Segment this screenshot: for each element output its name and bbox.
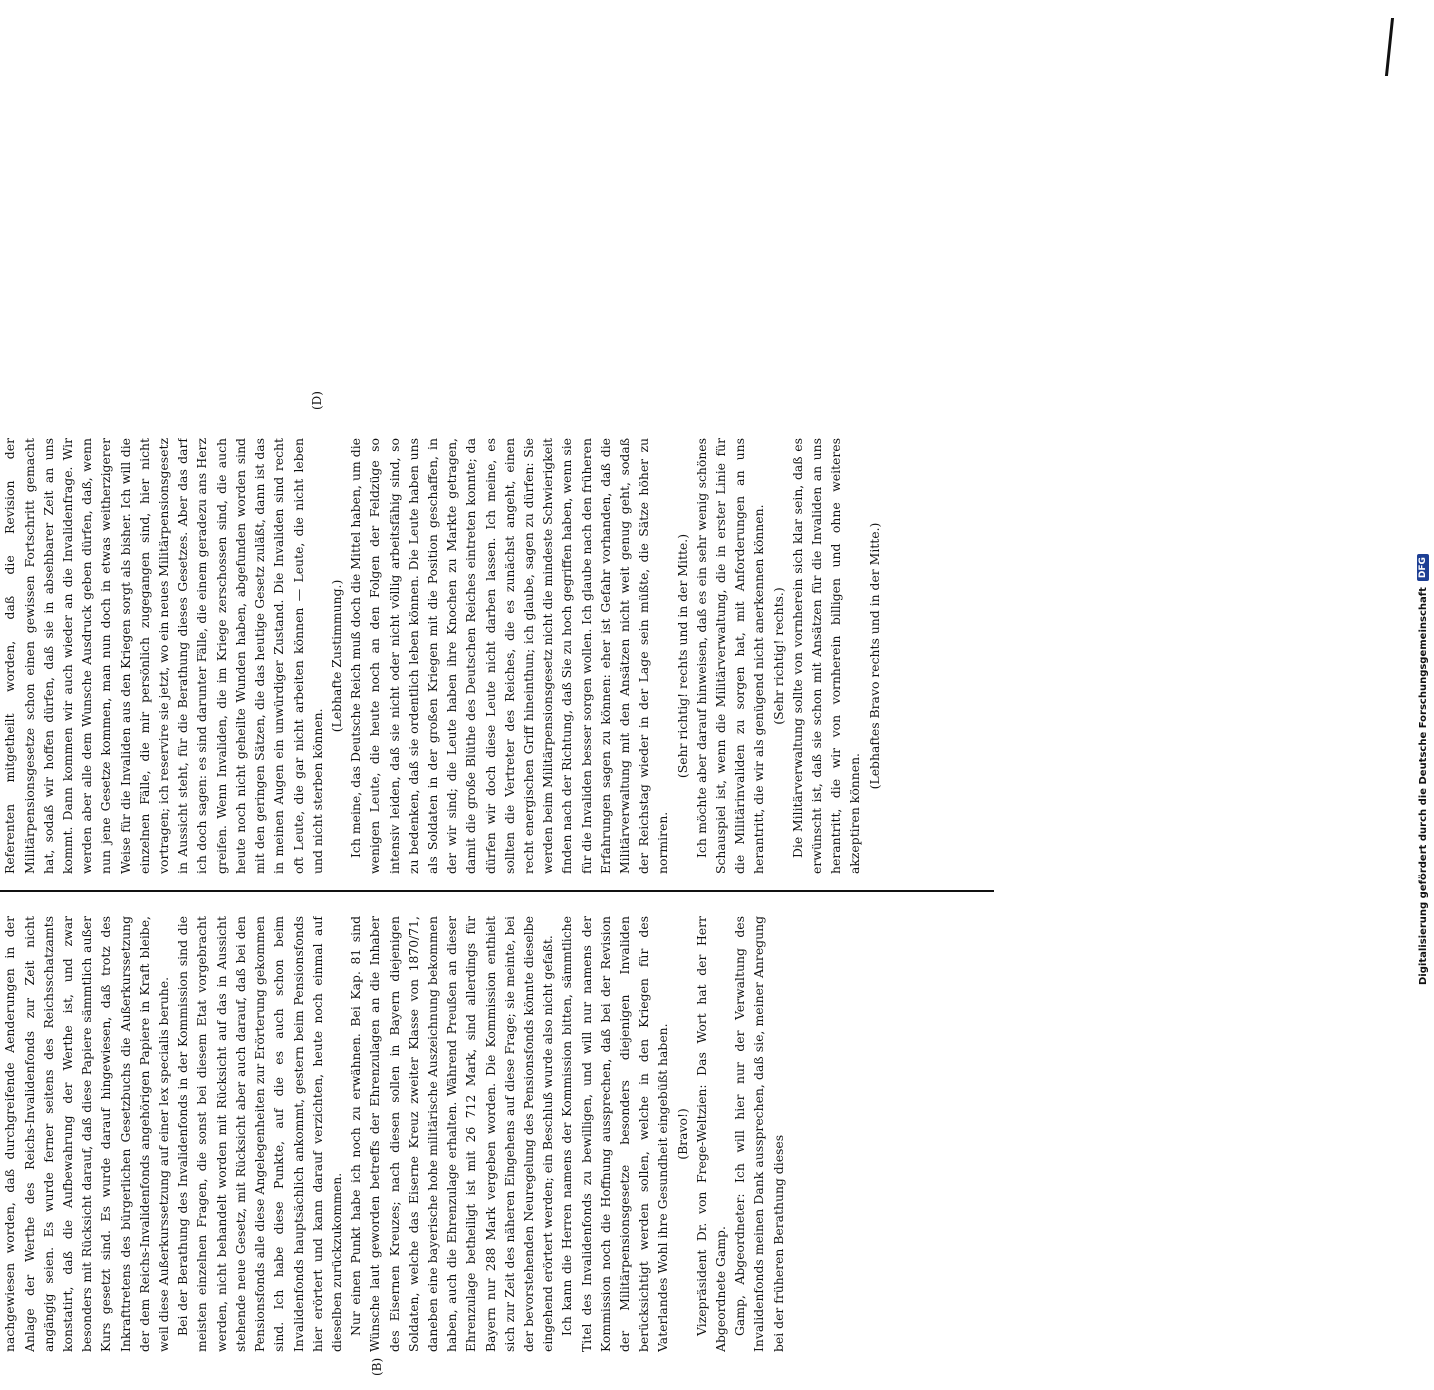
- rotated-page: [0, 390, 1000, 1390]
- paragraph: Gamp, Abgeordneter: Ich will hier nur der Verwaltung des Invalidenfonds meinen Dank aussprechen, daß sie, meiner Anregung bei der früheren Berathung dieses: [732, 916, 786, 1352]
- speaker-intro: Vizepräsident Dr. von Frege-Weltzien: Das Wort hat der Herr Abgeordnete Gamp.: [693, 916, 728, 1352]
- dfg-logo: DFG: [1417, 554, 1429, 581]
- paragraph: Nur einen Punkt habe ich noch zu erwähnen. Bei Kap. 81 sind Wünsche laut geworden betreffs der Ehrenzulagen an die Inhaber des Eisernen Kreuzes; nach diesen sollen in Bayern diejenigen Soldaten, welche das Eiserne Kreuz zweiter Klasse von 1870/71, daneben eine bayerische hohe militärische Auszeichnung bekommen haben, auch die Ehrenzulage erhalten. Während Preußen an dieser Ehrenzulage betheiligt ist mit 26 712 Mark, sind allerdings für Bayern nur 288 Mark vergeben worden. Die Kommission enthielt sich zur Zeit des näheren Eingehens auf diese Frage; sie meinte, bei der bevorstehenden Neuregelung des Pensionsfonds könnte dieselbe eingehend erörtert werden; ein Beschluß wurde also nicht gefaßt.: [348, 916, 556, 1352]
- right-column: [0, 438, 990, 874]
- applause-note: (Sehr richtig! rechts.): [770, 587, 786, 725]
- applause-note: (Lebhaftes Bravo rechts und in der Mitte.): [866, 522, 882, 790]
- margin-marker-d: (D): [310, 391, 324, 410]
- column-divider: [0, 890, 994, 892]
- applause-note: (Sehr richtig! rechts und in der Mitte.): [674, 533, 690, 779]
- credit-text: Digitalisierung gefördert durch die Deutsche Forschungsgemeinschaft: [1417, 587, 1429, 985]
- applause-note: (Bravo!): [674, 1108, 690, 1160]
- left-column: [0, 916, 990, 1352]
- paragraph: Ich möchte aber darauf hinweisen, daß es ein sehr wenig schönes Schauspiel ist, wenn die Militärverwaltung, die in erster Linie für die Militärinvaliden zu sorgen hat, mit Anforderungen an uns herantritt, die wir als genügend nicht anerkennen können.: [693, 438, 767, 874]
- paragraph: Bei der Berathung des Invalidenfonds in der Kommission sind die meisten einzelnen Fragen, die sonst bei diesem Etat vorgebracht werden, nicht behandelt worden mit Rücksicht auf das in Aussicht stehende neue Gesetz, mit Rücksicht aber auch darauf, daß bei den Pensionsfonds alle diese Angelegenheiten zur Erörterung gekommen sind. Ich habe diese Punkte, auf die es auch schon beim Invalidenfonds hauptsächlich ankommt, gestern beim Pensionsfonds hier erörtert und kann darauf verzichten, heute noch einmal auf dieselben zurückzukommen.: [175, 916, 344, 1352]
- paragraph: Ich meine, das Deutsche Reich muß doch die Mittel haben, um die wenigen Leute, die heute noch an den Folgen der Feldzüge so intensiv leiden, daß sie nicht oder nicht völlig arbeitsfähig sind, so zu bedenken, daß sie ordentlich leben können. Die Leute haben uns als Soldaten in der großen Kriegen mit die Position geschaffen, in der wir sind; die Leute haben ihre Knochen zu Markte getragen, damit die große Blüthe des Deutschen Reiches eintreten konnte; da dürfen wir doch diese Leute nicht darben lassen. Ich meine, es sollten die Vertreter des Reiches, die es zunächst angeht, einen recht energischen Griff hineinthun; ich glaube, sagen zu dürfen: Sie werden beim Militärpensionsgesetz nicht die mindeste Schwierigkeit finden nach der Richtung, daß Sie zu hoch gegriffen haben, wenn sie für die Invaliden besser sorgen wollen. Ich glaube nach den früheren Erfahrungen sagen zu können: eher ist Gefahr vorhanden, daß die Militärverwaltung mit den Ansätzen nicht weit genug geht, sodaß der Reichstag wieder in der Lage sein müßte, die Sätze höher zu normiren.: [348, 438, 671, 874]
- paragraph: nachgewiesen worden, daß durchgreifende Aenderungen in der Anlage der Werthe des Reichs-Invalidenfonds zur Zeit nicht angängig seien. Es wurde ferner seitens des Reichsschatzamts konstatirt, daß die Aufbewahrung der Werthe ist, und zwar besonders mit Rücksicht darauf, daß diese Papiere sämmtlich außer Kurs gesetzt sind. Es wurde darauf hingewiesen, daß trotz des Inkrafttretens des bürgerlichen Gesetzbuchs die Außerkurssetzung der dem Reichs-Invalidenfonds angehörigen Papiere in Kraft bleibe, weil diese Außerkurssetzung auf einer lex specialis beruhe.: [2, 916, 172, 1352]
- paragraph: Die Militärverwaltung sollte von vornherein sich klar sein, daß es erwünscht ist, daß sie schon mit Ansätzen für die Invaliden an uns herantritt, die wir von vornherein billigen und ohne weiteres akzeptiren können.: [789, 438, 863, 874]
- applause-note: (Lebhafte Zustimmung.): [328, 579, 344, 733]
- margin-marker-b: (B): [370, 1357, 384, 1376]
- digitization-credit: [1416, 5, 1430, 985]
- paragraph: Referenten mitgetheilt worden, daß die Revision der Militärpensionsgesetze schon einen gewissen Fortschritt gemacht hat, sodaß wir hoffen dürfen, daß sie in absehbarer Zeit an uns kommt. Dann kommen wir auch wieder an die Invalidenfrage. Wir werden aber alle dem Wunsche Ausdruck geben dürfen, daß, wenn nun jene Gesetze kommen, man nun doch in etwas weitherzigerer Weise für die Invaliden aus den Kriegen sorgt als bisher. Ich will die einzelnen Fälle, die mir persönlich zugegangen sind, hier nicht vortragen; ich reservire sie jetzt, wo ein neues Militärpensionsgesetz in Aussicht steht, für die Berathung dieses Gesetzes. Aber das darf ich doch sagen: es sind darunter Fälle, die einem geradezu ans Herz greifen. Wenn Invaliden, die im Kriege zerschossen sind, die auch heute noch nicht geheilte Wunden haben, abgefunden worden sind mit den geringen Sätzen, die das heutige Gesetz zuläßt, dann ist das in meinen Augen ein unwürdiger Zustand. Die Invaliden sind recht oft Leute, die gar nicht arbeiten können — Leute, die nicht leben und nicht sterben können.: [2, 438, 325, 874]
- paragraph: Ich kann die Herren namens der Kommission bitten, sämmtliche Titel des Invalidenfonds zu bewilligen, und will nur namens der Kommission noch die Hoffnung aussprechen, daß bei der Revision der Militärpensionsgesetze besonders diejenigen Invaliden berücksichtigt werden sollen, welche in den Kriegen für des Vaterlandes Wohl ihre Gesundheit eingebüßt haben.: [559, 916, 671, 1352]
- scan-edge-mark: [1385, 18, 1394, 76]
